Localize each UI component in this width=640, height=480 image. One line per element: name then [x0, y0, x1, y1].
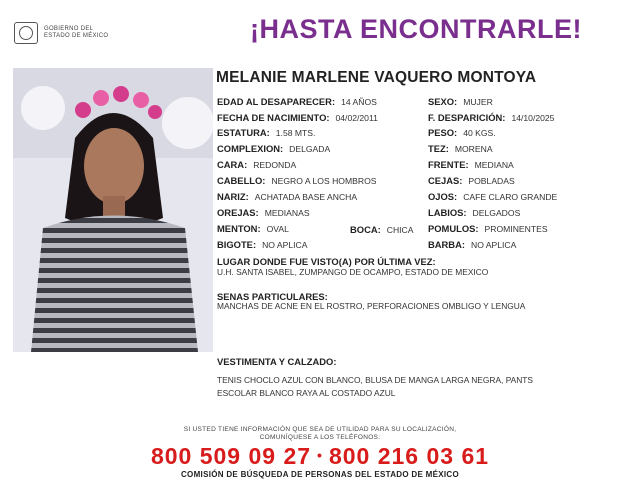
phone-1[interactable]: 800 509 09 27 [150, 443, 312, 469]
last-seen-title: LUGAR DONDE FUE VISTO(A) POR ÚLTIMA VEZ: [217, 256, 436, 267]
gov-line-1: GOBIERNO DEL [44, 26, 94, 32]
field-cheekbones: POMULOS: PROMINENTES [428, 223, 548, 234]
clothing-title: VESTIMENTA Y CALZADO: [217, 356, 337, 367]
clothing-line-2: ESCOLAR BLANCO RAYA AL COSTADO AZUL [217, 388, 396, 398]
info-line-2: COMUNÍQUESE A LOS TELÉFONOS: [259, 434, 381, 441]
field-sex: SEXO: MUJER [428, 96, 493, 107]
state-seal-icon [14, 22, 38, 44]
marks-text: MANCHAS DE ACNE EN EL ROSTRO, PERFORACIONES OMBLIGO Y LENGUA [217, 301, 526, 311]
field-lips: LABIOS: DELGADOS [428, 207, 521, 218]
field-eyebrows: CEJAS: POBLADAS [428, 175, 515, 186]
field-face: CARA: REDONDA [217, 159, 297, 170]
phone-2[interactable]: 800 216 03 61 [328, 443, 490, 469]
field-height: ESTATURA: 1.58 MTS. [217, 127, 316, 138]
missing-person-photo [13, 68, 213, 352]
field-mustache: BIGOTE: NO APLICA [217, 239, 308, 250]
clothing-line-1: TENIS CHOCLO AZUL CON BLANCO, BLUSA DE MANGA LARGA NEGRA, PANTS [217, 375, 533, 385]
field-disappearance-date: F. DESPARICIÓN: 14/10/2025 [428, 112, 555, 123]
field-nose: NARIZ: ACHATADA BASE ANCHA [217, 191, 358, 202]
commission-name: COMISIÓN DE BÚSQUEDA DE PERSONAS DEL ESTADO DE MÉXICO [180, 470, 459, 479]
government-logo [14, 22, 108, 44]
phone-separator: • [317, 447, 323, 463]
field-beard: BARBA: NO APLICA [428, 239, 517, 250]
marks-title: SENAS PARTICULARES: [217, 291, 328, 302]
person-name: MELANIE MARLENE VAQUERO MONTOYA [216, 69, 537, 86]
field-mouth: BOCA: CHICA [350, 224, 414, 235]
gov-line-2: ESTADO DE MÉXICO [44, 33, 109, 39]
field-weight: PESO: 40 KGS. [428, 127, 496, 138]
field-forehead: FRENTE: MEDIANA [428, 159, 514, 170]
field-chin: MENTON: OVAL [217, 223, 289, 234]
field-ears: OREJAS: MEDIANAS [217, 207, 310, 218]
field-hair: CABELLO: NEGRO A LOS HOMBROS [217, 175, 377, 186]
field-build: COMPLEXION: DELGADA [217, 143, 331, 154]
field-birthdate: FECHA DE NACIMIENTO: 04/02/2011 [217, 112, 378, 123]
headline: ¡HASTA ENCONTRARLE! [250, 14, 582, 44]
field-eyes: OJOS: CAFE CLARO GRANDE [428, 191, 558, 202]
last-seen-text: U.H. SANTA ISABEL, ZUMPANGO DE OCAMPO, ESTADO DE MEXICO [217, 267, 489, 277]
field-complexion: TEZ: MORENA [428, 143, 493, 154]
info-line-1: SI USTED TIENE INFORMACIÓN QUE SEA DE UTILIDAD PARA SU LOCALIZACIÓN, [183, 426, 457, 433]
phone-numbers [0, 443, 640, 470]
field-age: EDAD AL DESAPARECER: 14 AÑOS [217, 96, 377, 107]
